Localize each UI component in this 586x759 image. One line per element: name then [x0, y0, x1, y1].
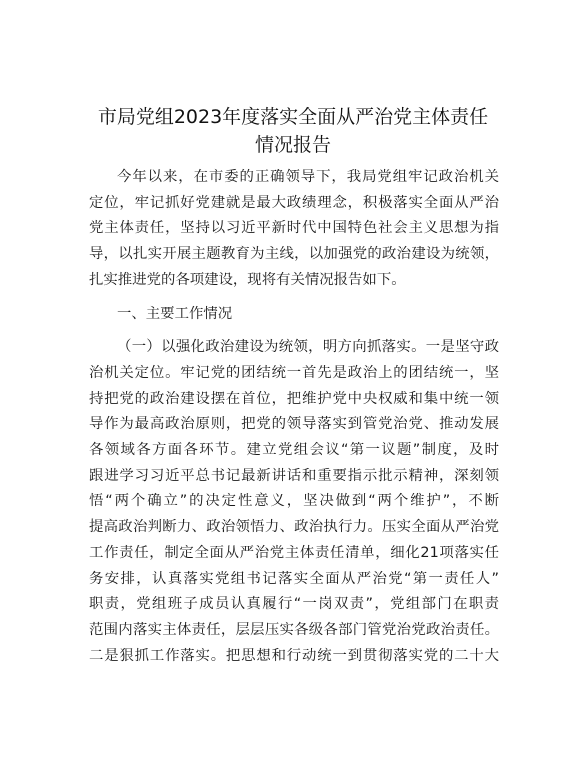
document-title-line-2: 情况报告	[254, 134, 331, 156]
section-heading: 一、主要工作情况	[117, 305, 233, 322]
section-line: 提高政治判断力、政治领悟力、政治执行力。压实全面从严治党	[89, 519, 499, 536]
intro-paragraph	[89, 165, 499, 294]
section-line: 治机关定位。牢记党的团结统一首先是政治上的团结统一，坚	[89, 364, 499, 381]
section-line: 职责，党组班子成员认真履行“一岗双责”，党组部门在职责	[89, 596, 499, 613]
document-title-line-1: 市局党组2023年度落实全面从严治党主体责任	[97, 106, 489, 128]
section-line: 悟“两个确立”的决定性意义，坚决做到“两个维护”，不断	[89, 493, 499, 510]
section-line: 持把党的政治建设摆在首位，把维护党中央权威和集中统一领	[89, 390, 499, 407]
section-paragraph	[89, 335, 499, 669]
section-line: 工作责任，制定全面从严治党主体责任清单，细化21项落实任	[89, 544, 499, 561]
section-line: 跟进学习习近平总书记最新讲话和重要指示批示精神，深刻领	[89, 467, 499, 484]
section-line: 各领域各方面各环节。建立党组会议“第一议题”制度，及时	[89, 442, 499, 459]
intro-line: 党主体责任，坚持以习近平新时代中国特色社会主义思想为指	[89, 220, 499, 237]
section-line: 二是狠抓工作落实。把思想和行动统一到贯彻落实党的二十大	[89, 647, 499, 664]
intro-line: 导，以扎实开展主题教育为主线，以加强党的政治建设为统领，	[89, 246, 499, 263]
intro-line: 今年以来，在市委的正确领导下，我局党组牢记政治机关	[117, 169, 499, 185]
intro-line: 定位，牢记抓好党建就是最大政绩理念，积极落实全面从严治	[89, 194, 499, 211]
intro-line: 扎实推进党的各项建设，现将有关情况报告如下。	[89, 271, 406, 288]
section-line: （一）以强化政治建设为统领，明方向抓落实。一是坚守政	[117, 339, 499, 356]
section-line: 务安排，认真落实党组书记落实全面从严治党“第一责任人”	[89, 570, 499, 587]
document-body	[89, 165, 499, 669]
section-line: 导作为最高政治原则，把党的领导落实到管党治党、推动发展	[89, 416, 499, 433]
section-line: 范围内落实主体责任，层层压实各级各部门管党治党政治责任。	[89, 621, 499, 638]
